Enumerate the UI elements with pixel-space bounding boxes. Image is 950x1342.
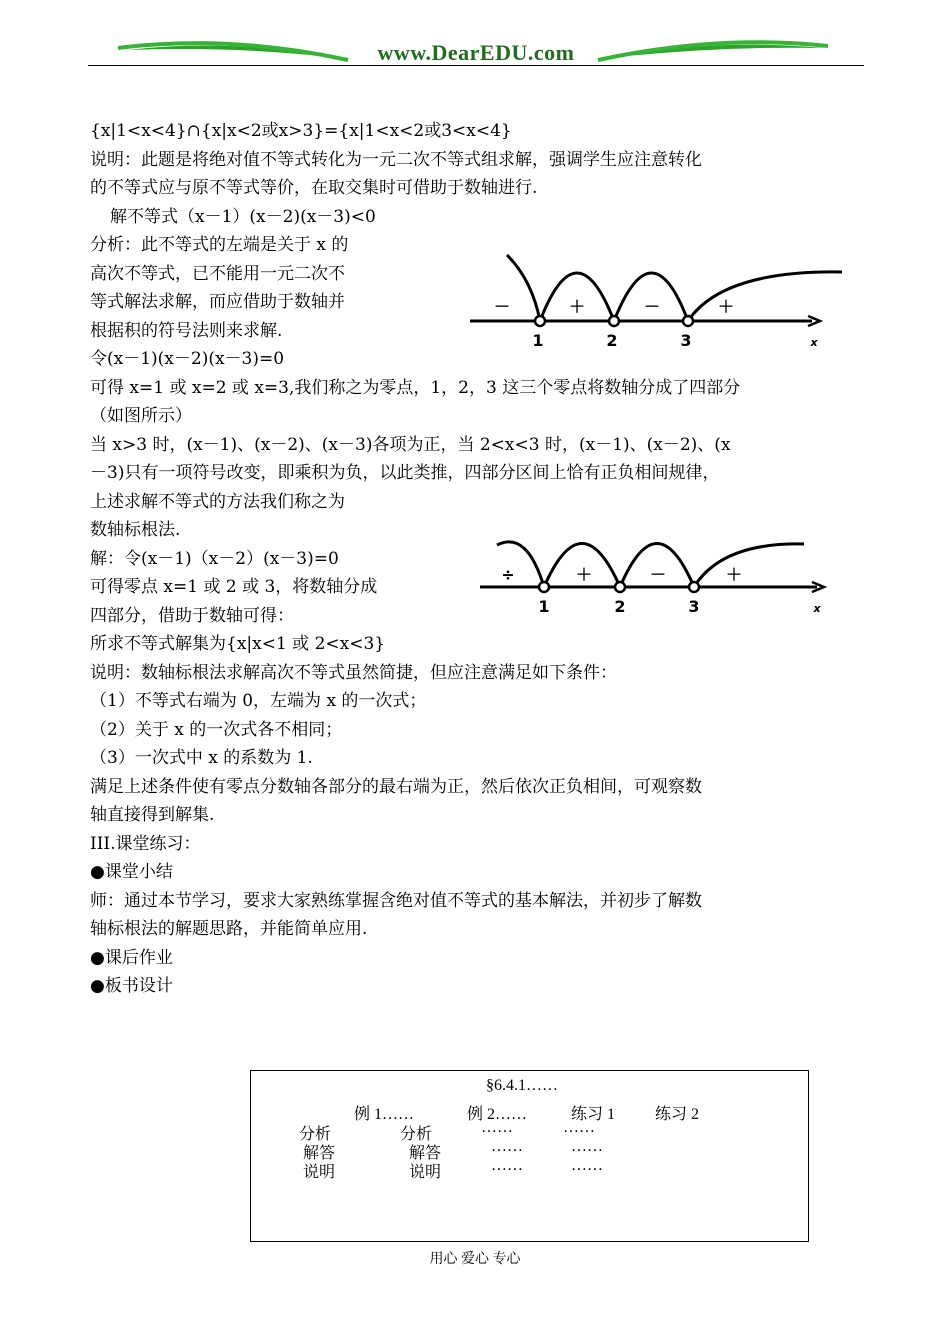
text-line: 说明：数轴标根法求解高次不等式虽然简捷，但应注意满足如下条件： <box>90 662 617 683</box>
text-line: 轴直接得到解集. <box>90 805 215 825</box>
board-item: …… <box>491 1138 523 1155</box>
zero-point <box>615 582 625 592</box>
text-line: 说明：此题是将绝对值不等式转化为一元二次不等式组求解，强调学生应注意转化 <box>90 149 702 170</box>
sign-label: ＋ <box>568 297 586 316</box>
text-line: 四部分，借助于数轴可得： <box>90 605 294 626</box>
board-item: 分析 <box>400 1126 433 1143</box>
header-rule <box>88 65 864 66</box>
board-item: …… <box>481 1119 513 1136</box>
text-line: 所求不等式解集为{x|x<1 或 2<x<3} <box>90 634 386 654</box>
sign-label: ÷ <box>501 565 515 584</box>
text-line: {x|1<x<4}∩{x|x<2或x>3}={x|1<x<2或3<x<4} <box>90 121 512 141</box>
text-line: 轴标根法的解题思路，并能简单应用. <box>90 919 368 939</box>
text-line: （3）一次式中 x 的系数为 1. <box>90 748 313 768</box>
page-header <box>88 28 864 70</box>
board-item: …… <box>491 1157 523 1174</box>
board-header: 练习 2 <box>655 1106 700 1123</box>
curve-segment <box>694 544 804 587</box>
board-design-box <box>250 1070 809 1242</box>
site-logo-text: www.DearEDU.com <box>377 40 575 65</box>
text-line: 解不等式（x－1）(x－2)(x－3)<0 <box>110 206 376 227</box>
text-line: （如图所示） <box>90 406 192 426</box>
sign-label: － <box>643 297 661 316</box>
board-item: 说明 <box>409 1164 442 1181</box>
board-title: §6.4.1…… <box>486 1077 558 1094</box>
page-footer: 用心 爱心 专心 <box>429 1252 521 1267</box>
zero-point <box>539 582 549 592</box>
zero-point <box>683 316 693 326</box>
text-line: ●课后作业 <box>90 947 173 968</box>
text-line: III.课堂练习： <box>90 833 201 854</box>
zero-point <box>535 316 545 326</box>
sign-label: － <box>649 565 667 584</box>
tick-label: 1 <box>532 331 544 350</box>
text-line: 高次不等式，已不能用一元二次不 <box>90 263 345 284</box>
text-line: ●课堂小结 <box>90 862 173 882</box>
text-line: 数轴标根法. <box>90 520 181 540</box>
board-header: 例 1…… <box>354 1106 415 1123</box>
sign-label: － <box>493 297 511 316</box>
text-line: 上述求解不等式的方法我们称之为 <box>90 491 345 512</box>
text-line: 令(x－1)(x－2)(x－3)=0 <box>90 349 285 369</box>
text-line: 解：令(x－1)（x－2）(x－3)=0 <box>90 548 339 569</box>
text-line: 分析：此不等式的左端是关于 x 的 <box>90 235 349 255</box>
sign-label: ＋ <box>717 297 735 316</box>
axis-label: x <box>810 336 818 349</box>
board-item: …… <box>571 1157 603 1174</box>
sign-label: ＋ <box>575 565 593 584</box>
text-line: －3)只有一项符号改变，即乘积为负，以此类推，四部分区间上恰有正负相间规律， <box>90 463 720 483</box>
tick-label: 3 <box>680 331 692 350</box>
board-item: …… <box>563 1119 595 1136</box>
board-item: 说明 <box>303 1164 336 1181</box>
tick-label: 1 <box>538 597 550 616</box>
text-line: 等式解法求解，而应借助于数轴并 <box>90 292 345 312</box>
board-item: 分析 <box>299 1126 332 1143</box>
sign-chart-figure-1 <box>462 250 852 355</box>
text-line: 可得 x=1 或 x=2 或 x=3,我们称之为零点，1，2，3 这三个零点将数轴分成了四部分 <box>90 377 741 398</box>
sign-label: ＋ <box>725 565 743 584</box>
text-line: 的不等式应与原不等式等价，在取交集时可借助于数轴进行. <box>90 178 538 198</box>
board-header: 练习 1 <box>571 1106 616 1123</box>
text-line: 师：通过本节学习，要求大家熟练掌握含绝对值不等式的基本解法，并初步了解数 <box>90 890 702 911</box>
board-item: 解答 <box>303 1145 336 1162</box>
tick-label: 2 <box>614 597 626 616</box>
text-line: 根据积的符号法则来求解. <box>90 320 283 341</box>
zero-point <box>609 316 619 326</box>
text-line: （1）不等式右端为 0，左端为 x 的一次式； <box>90 691 427 711</box>
board-item: …… <box>571 1138 603 1155</box>
tick-label: 3 <box>688 597 700 616</box>
text-line: 满足上述条件使有零点分数轴各部分的最右端为正，然后依次正负相间，可观察数 <box>90 776 702 797</box>
curve-segment <box>688 272 842 321</box>
text-line: （2）关于 x 的一次式各不相同； <box>90 719 343 740</box>
sign-chart-figure-2 <box>472 530 832 620</box>
text-line: ●板书设计 <box>90 976 173 996</box>
tick-label: 2 <box>606 331 618 350</box>
board-item: 解答 <box>409 1145 442 1162</box>
text-line: 可得零点 x=1 或 2 或 3，将数轴分成 <box>90 577 378 597</box>
text-line: 当 x>3 时，(x－1)、(x－2)、(x－3)各项为正，当 2<x<3 时，(x－1)、(x－2)、(x <box>90 434 731 455</box>
zero-point <box>689 582 699 592</box>
curve-segment <box>507 255 540 321</box>
board-header: 例 2…… <box>467 1106 528 1123</box>
axis-label: x <box>813 602 821 615</box>
